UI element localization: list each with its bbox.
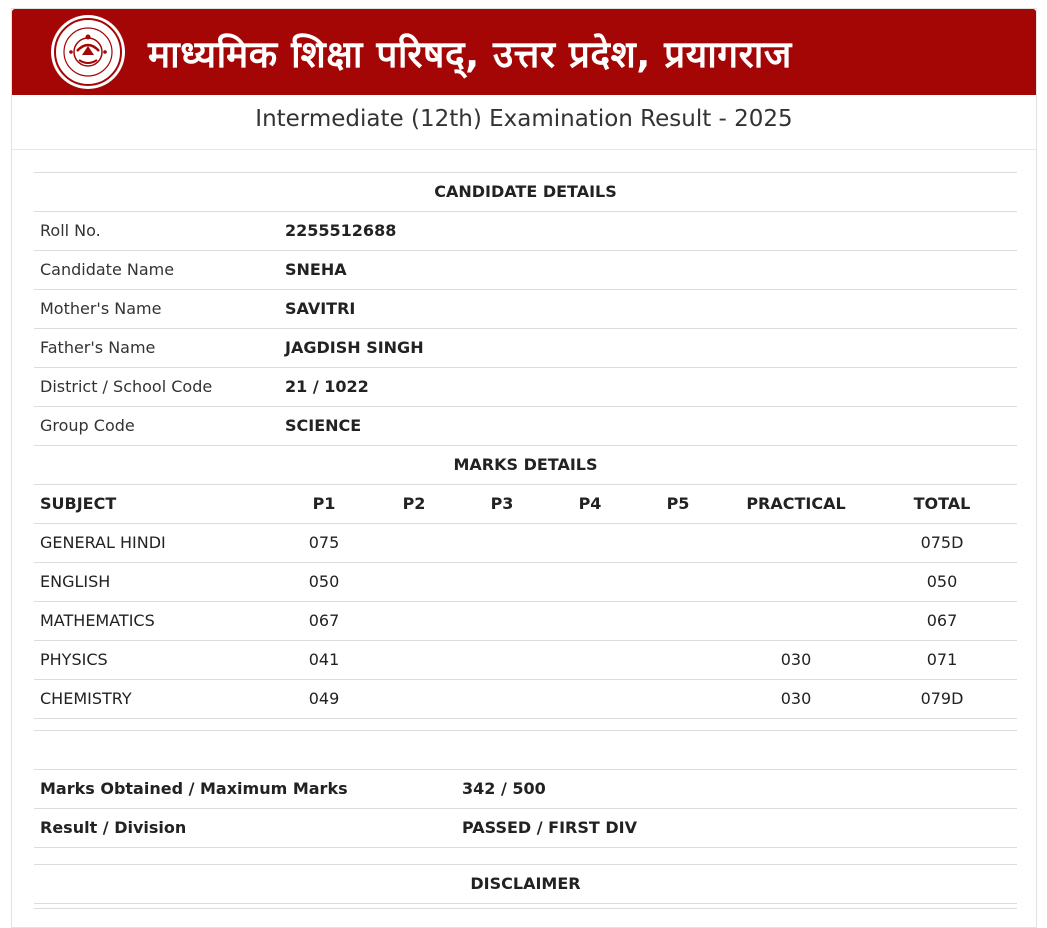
marks-row (34, 679, 1017, 718)
marks-header-row (34, 484, 1017, 523)
disclaimer-heading: DISCLAIMER (34, 864, 1017, 903)
summary-row-marks (34, 769, 1017, 808)
marks-row (34, 562, 1017, 601)
total-mark: 050 (926, 572, 958, 591)
detail-row-candidate-name (34, 250, 1017, 289)
subject-name: CHEMISTRY (40, 689, 132, 708)
marks-row (34, 523, 1017, 562)
summary-label: Result / Division (40, 818, 187, 837)
summary-value: 342 / 500 (462, 779, 546, 798)
detail-row-roll-no (34, 211, 1017, 250)
col-header-practical: PRACTICAL (746, 494, 846, 513)
detail-label: Candidate Name (40, 260, 175, 279)
detail-value: SNEHA (285, 260, 347, 279)
board-title: माध्यमिक शिक्षा परिषद्, उत्तर प्रदेश, प्रयागराज (148, 33, 792, 76)
col-header-subject: SUBJECT (40, 494, 117, 513)
total-mark: 075D (920, 533, 964, 552)
detail-label: District / School Code (40, 377, 213, 396)
candidate-details-heading: CANDIDATE DETAILS (34, 172, 1017, 211)
detail-value: SCIENCE (285, 416, 362, 435)
marks-row (34, 640, 1017, 679)
p1-mark: 075 (308, 533, 340, 552)
detail-row-district-school-code (34, 367, 1017, 406)
subject-name: MATHEMATICS (40, 611, 155, 630)
col-header-p3: P3 (490, 494, 514, 513)
detail-label: Mother's Name (40, 299, 162, 318)
subject-name: ENGLISH (40, 572, 111, 591)
total-mark: 079D (920, 689, 964, 708)
result-card (11, 8, 1037, 928)
detail-value: JAGDISH SINGH (285, 338, 424, 357)
marks-row (34, 601, 1017, 640)
col-header-p5: P5 (666, 494, 690, 513)
p1-mark: 049 (308, 689, 340, 708)
p1-mark: 050 (308, 572, 340, 591)
table-divider (34, 718, 1017, 719)
exam-title: Intermediate (12th) Examination Result - 2025 (255, 106, 793, 132)
total-mark: 071 (926, 650, 958, 669)
practical-mark: 030 (780, 689, 812, 708)
practical-mark: 030 (780, 650, 812, 669)
summary-value: PASSED / FIRST DIV (462, 818, 637, 837)
marks-details-heading: MARKS DETAILS (34, 445, 1017, 484)
detail-value: 2255512688 (285, 221, 397, 240)
detail-label: Father's Name (40, 338, 156, 357)
disclaimer-divider (34, 908, 1017, 909)
detail-value: SAVITRI (285, 299, 356, 318)
detail-label: Group Code (40, 416, 135, 435)
header-banner (12, 9, 1036, 95)
detail-row-group-code (34, 406, 1017, 445)
col-header-total: TOTAL (913, 494, 971, 513)
col-header-p4: P4 (578, 494, 602, 513)
summary-row-result (34, 808, 1017, 847)
total-mark: 067 (926, 611, 958, 630)
summary-label: Marks Obtained / Maximum Marks (40, 779, 348, 798)
detail-label: Roll No. (40, 221, 101, 240)
subject-name: GENERAL HINDI (40, 533, 166, 552)
summary-divider (34, 847, 1017, 848)
col-header-p2: P2 (402, 494, 426, 513)
detail-row-mother-name (34, 289, 1017, 328)
disclaimer-divider (34, 903, 1017, 904)
table-divider (34, 730, 1017, 731)
p1-mark: 067 (308, 611, 340, 630)
up-board-seal-icon (49, 13, 127, 91)
col-header-p1: P1 (312, 494, 336, 513)
subject-name: PHYSICS (40, 650, 108, 669)
detail-value: 21 / 1022 (285, 377, 369, 396)
p1-mark: 041 (308, 650, 340, 669)
exam-title-bar (12, 95, 1036, 150)
detail-row-father-name (34, 328, 1017, 367)
